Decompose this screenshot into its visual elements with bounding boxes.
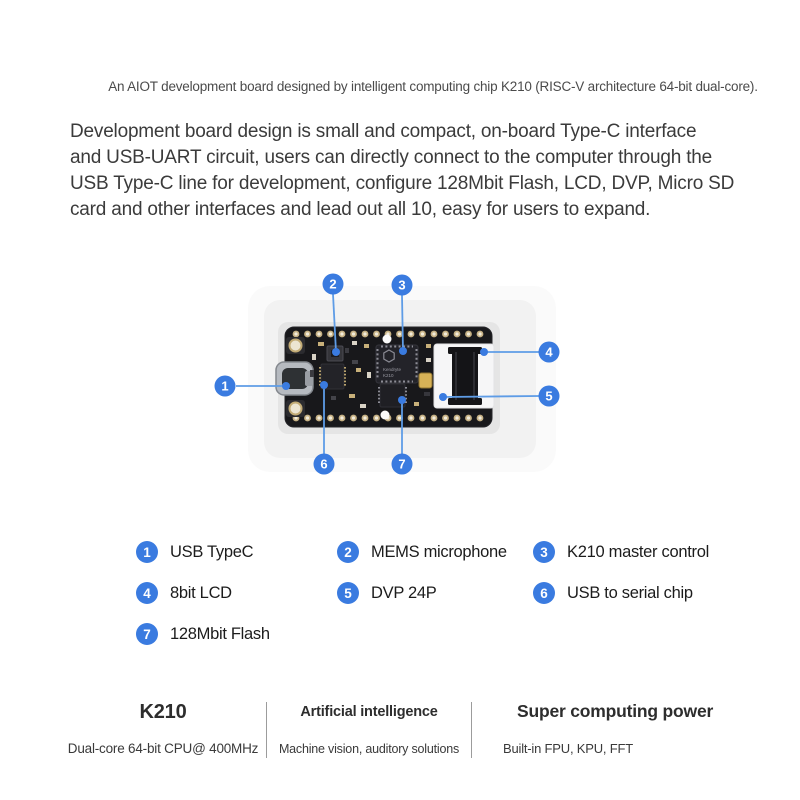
mount-hole-top [383, 335, 392, 344]
callout-1 [215, 376, 236, 397]
legend-number-badge: 2 [337, 541, 359, 563]
legend-label: K210 master control [567, 542, 709, 561]
callout-2-number: 2 [329, 276, 337, 292]
legend-item-usb-serial-chip [533, 582, 693, 604]
callout-6 [314, 454, 335, 475]
mount-hole-bottom [381, 411, 390, 420]
legend-number-badge: 4 [136, 582, 158, 604]
legend-item-128mbit-flash [136, 623, 270, 645]
legend-label: USB to serial chip [567, 583, 693, 602]
pcb-board [276, 327, 494, 427]
k210-chip [376, 345, 418, 383]
legend-number-badge: 5 [337, 582, 359, 604]
description-line: card and other interfaces and lead out all 10, easy for users to expand. [70, 199, 651, 220]
footer-title: Artificial intelligence [300, 704, 438, 720]
callout-7-number: 7 [398, 456, 406, 472]
callout-2 [323, 274, 344, 295]
chip-model-text: K210 [383, 373, 394, 378]
tagline: An AIOT development board designed by intelligent computing chip K210 (RISC-V architecture 64-bit dual-core). [108, 79, 758, 94]
legend-label: MEMS microphone [371, 542, 507, 561]
legend-item-usb-typec [136, 541, 253, 563]
legend-item-mems-microphone [337, 541, 507, 563]
legend-label: DVP 24P [371, 583, 437, 602]
legend-label: USB TypeC [170, 542, 254, 561]
description-line: USB Type-C line for development, configure 128Mbit Flash, LCD, DVP, Micro SD [70, 173, 735, 194]
callout-3-number: 3 [398, 277, 406, 293]
callout-1-number: 1 [221, 378, 229, 394]
usb-c-connector [276, 362, 313, 395]
callout-5-number: 5 [545, 388, 553, 404]
product-description [70, 119, 760, 223]
description-line: Development board design is small and compact, on-board Type-C interface [70, 121, 697, 142]
callout-4 [539, 342, 560, 363]
footer-column-k210 [60, 700, 266, 756]
footer-subtitle: Machine vision, auditory solutions [278, 742, 460, 756]
footer-column-computing [471, 700, 800, 756]
footer-title: Super computing power [517, 701, 714, 721]
button-top [286, 337, 305, 354]
legend-label: 128Mbit Flash [170, 624, 270, 643]
legend-number-badge: 1 [136, 541, 158, 563]
legend-number-badge: 7 [136, 623, 158, 645]
callout-6-number: 6 [320, 456, 328, 472]
legend-label: 8bit LCD [170, 583, 232, 602]
callout-5 [539, 386, 560, 407]
chip-brand-text: Kendryte [383, 367, 402, 372]
legend-item-k210-master-control [533, 541, 709, 563]
legend-number-badge: 6 [533, 582, 555, 604]
callout-7 [392, 454, 413, 475]
description-line: and USB-UART circuit, users can directly connect to the computer through the [70, 147, 713, 168]
callout-3 [392, 275, 413, 296]
footer-column-ai [267, 702, 471, 756]
legend-number-badge: 3 [533, 541, 555, 563]
callout-4-number: 4 [545, 344, 553, 360]
footer-subtitle: Dual-core 64-bit CPU@ 400MHz [67, 741, 259, 756]
crystal-component [419, 373, 432, 388]
dev-board-figure [0, 260, 800, 510]
legend-item-dvp-24p [337, 582, 436, 604]
button-bottom [286, 400, 305, 417]
footer-subtitle: Built-in FPU, KPU, FFT [503, 741, 633, 756]
legend-item-8bit-lcd [136, 582, 232, 604]
footer-title: K210 [139, 701, 187, 723]
